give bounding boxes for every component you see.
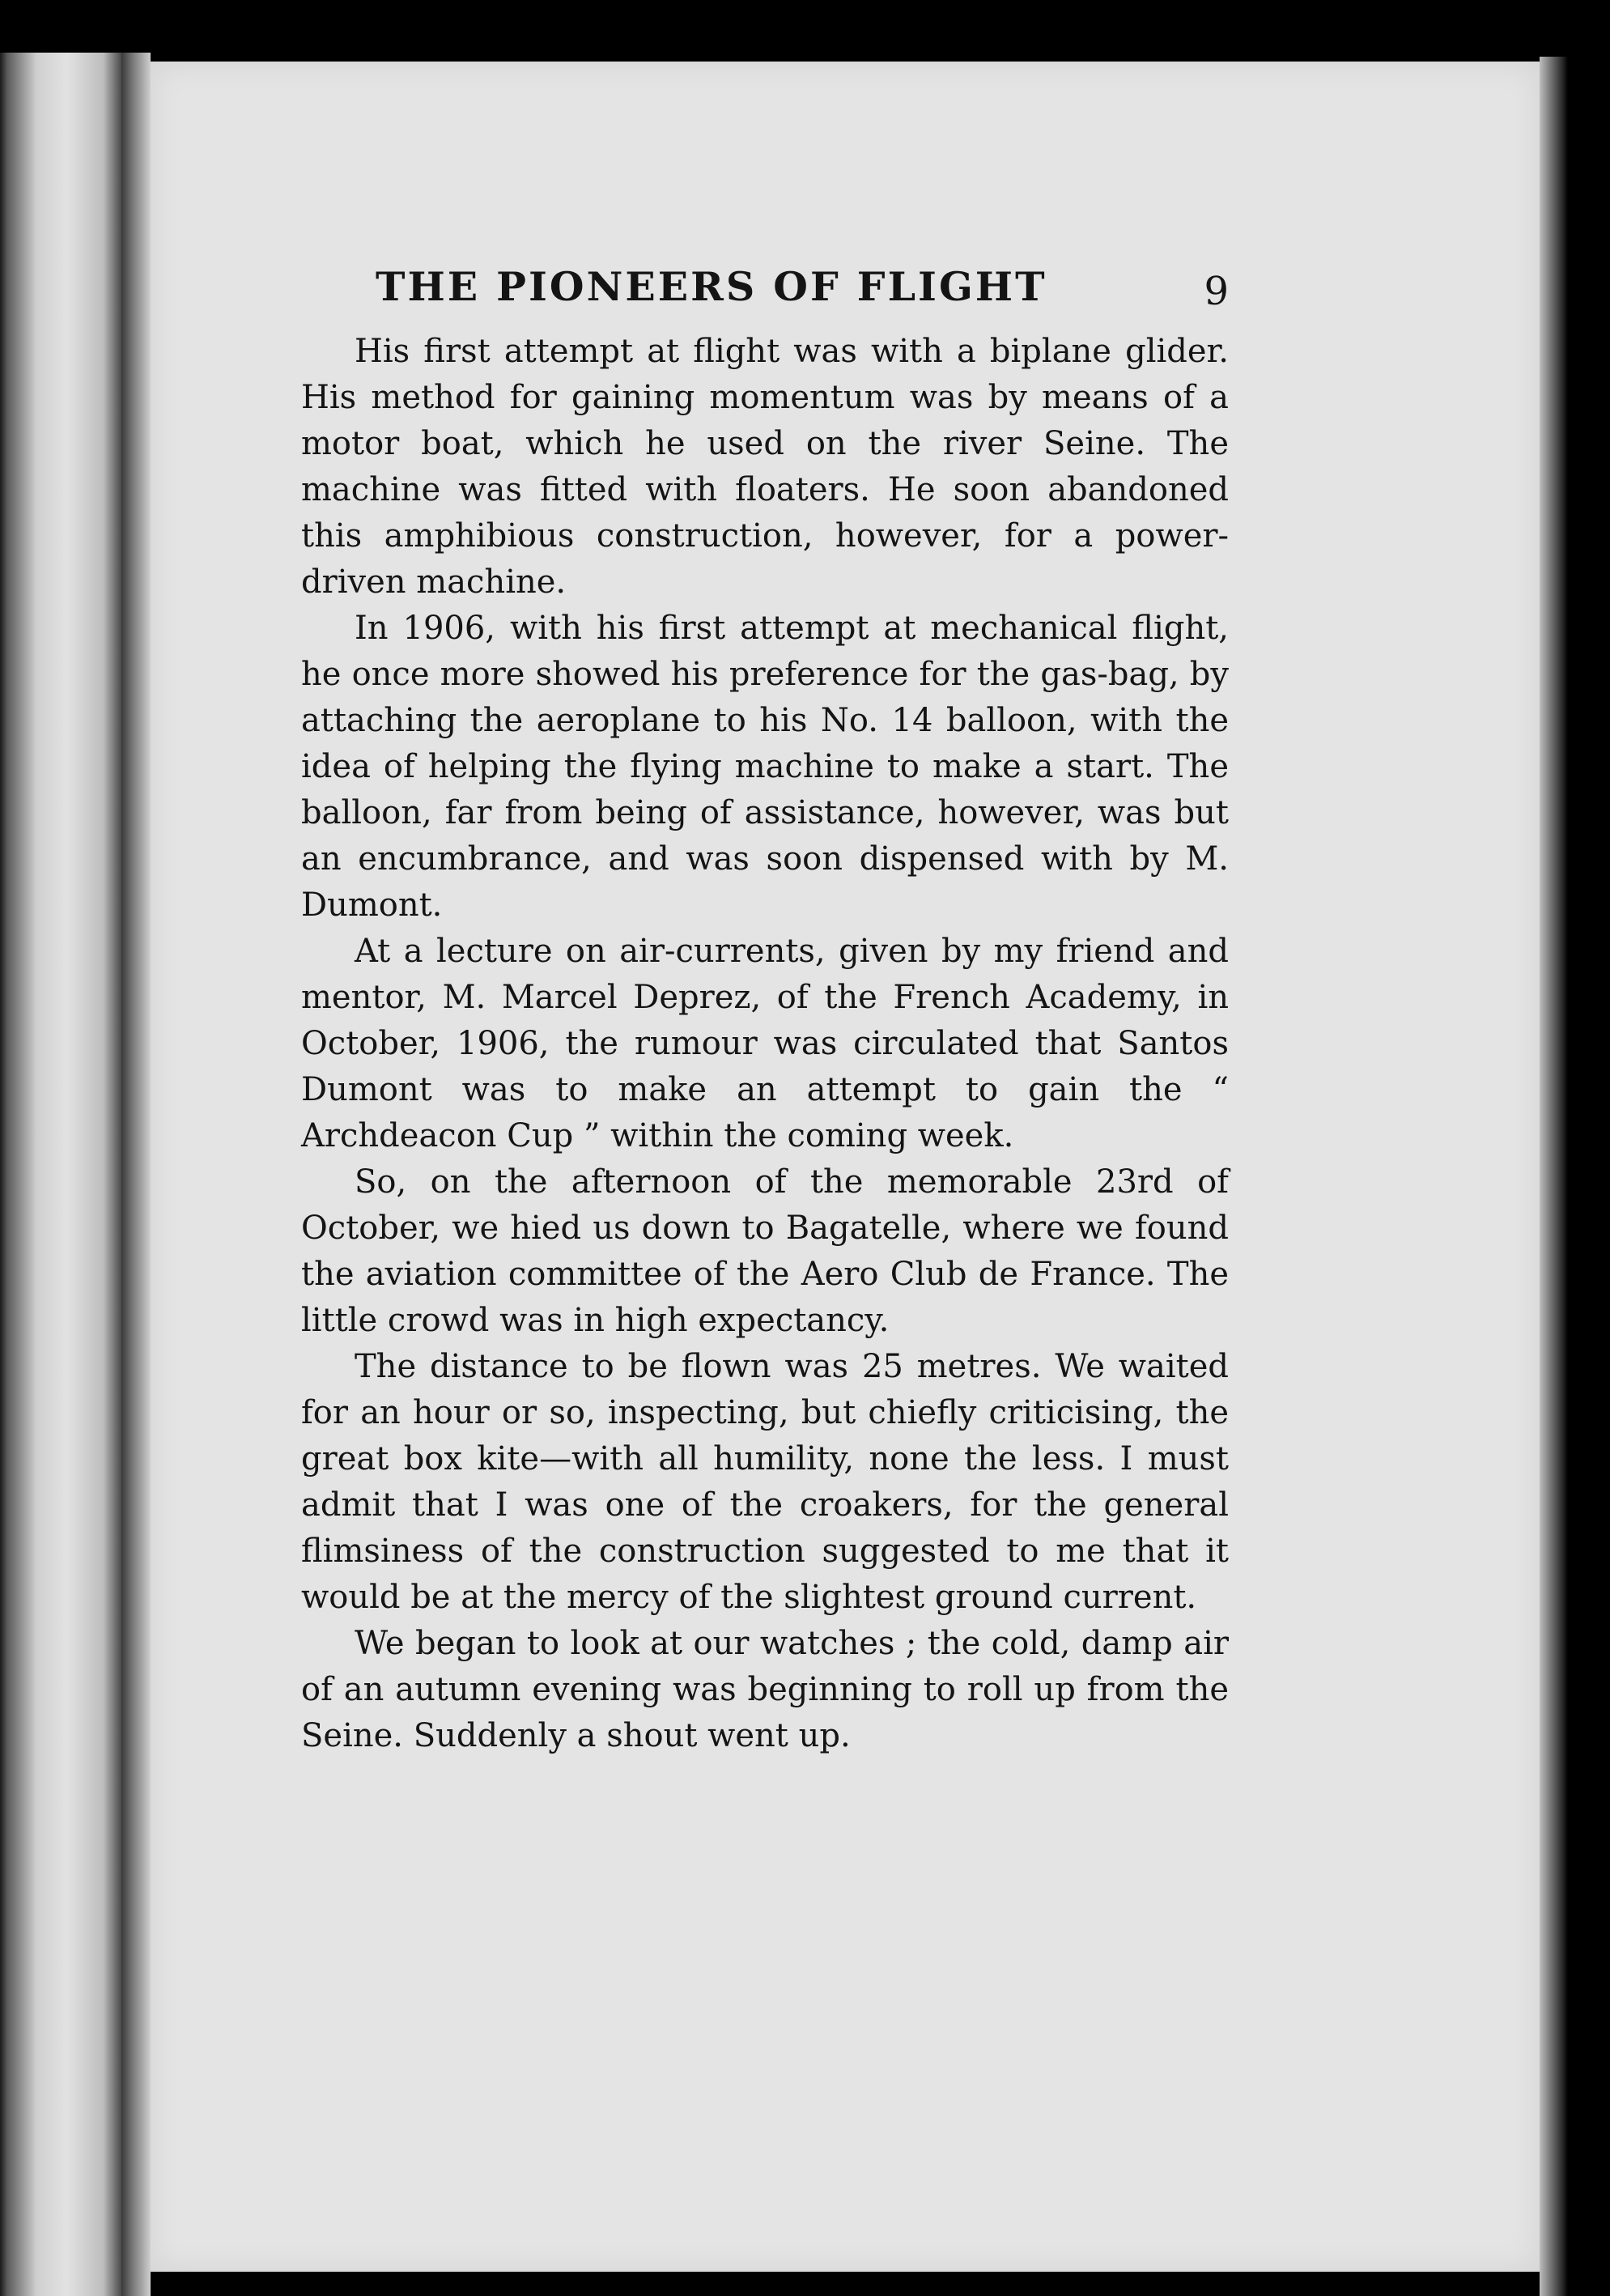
paragraph: His first attempt at flight was with a biplane glider. His method for gaining momentum was by means of a motor boat, which he used on the river Seine. The machine was fitted with floaters. He soon abandoned this amphibious construction, however, for a power-driven machine. xyxy=(301,333,1229,601)
page-content xyxy=(301,257,1229,1759)
facing-page-edge xyxy=(0,53,121,2296)
page-stack-edge xyxy=(1540,57,1568,2296)
paragraph: The distance to be flown was 25 metres. We waited for an hour or so, inspecting, but chiefly criticising, the great box kite—with all humility, none the less. I must admit that I was one of the croakers, for the general flimsiness of the construction suggested to me that it would be at the mercy of the slightest ground current. xyxy=(301,1348,1229,1616)
page-number: 9 xyxy=(1204,269,1229,314)
paragraph: In 1906, with his first attempt at mechanical flight, he once more showed his preference for the gas-bag, by attaching the aeroplane to his No. 14 balloon, with the idea of helping the flying machine to make a start. The balloon, far from being of assistance, however, was but an encumbrance, and was soon dispensed with by M. Dumont. xyxy=(301,610,1229,924)
paragraph: So, on the afternoon of the memorable 23rd of October, we hied us down to Bagatelle, where we found the aviation committee of the Aero Club de France. The little crowd was in high expectancy. xyxy=(301,1163,1229,1339)
paragraph: At a lecture on air-currents, given by my friend and mentor, M. Marcel Deprez, of the French Academy, in October, 1906, the rumour was circulated that Santos Dumont was to make an attempt to gain the “ Archdeacon Cup ” within the coming week. xyxy=(301,933,1229,1154)
book-gutter xyxy=(121,53,151,2296)
paragraph: We began to look at our watches ; the cold, damp air of an autumn evening was beginning to roll up from the Seine. Suddenly a shout went up. xyxy=(301,1625,1229,1754)
running-head xyxy=(301,257,1229,316)
running-title: THE PIONEERS OF FLIGHT xyxy=(376,263,1047,310)
